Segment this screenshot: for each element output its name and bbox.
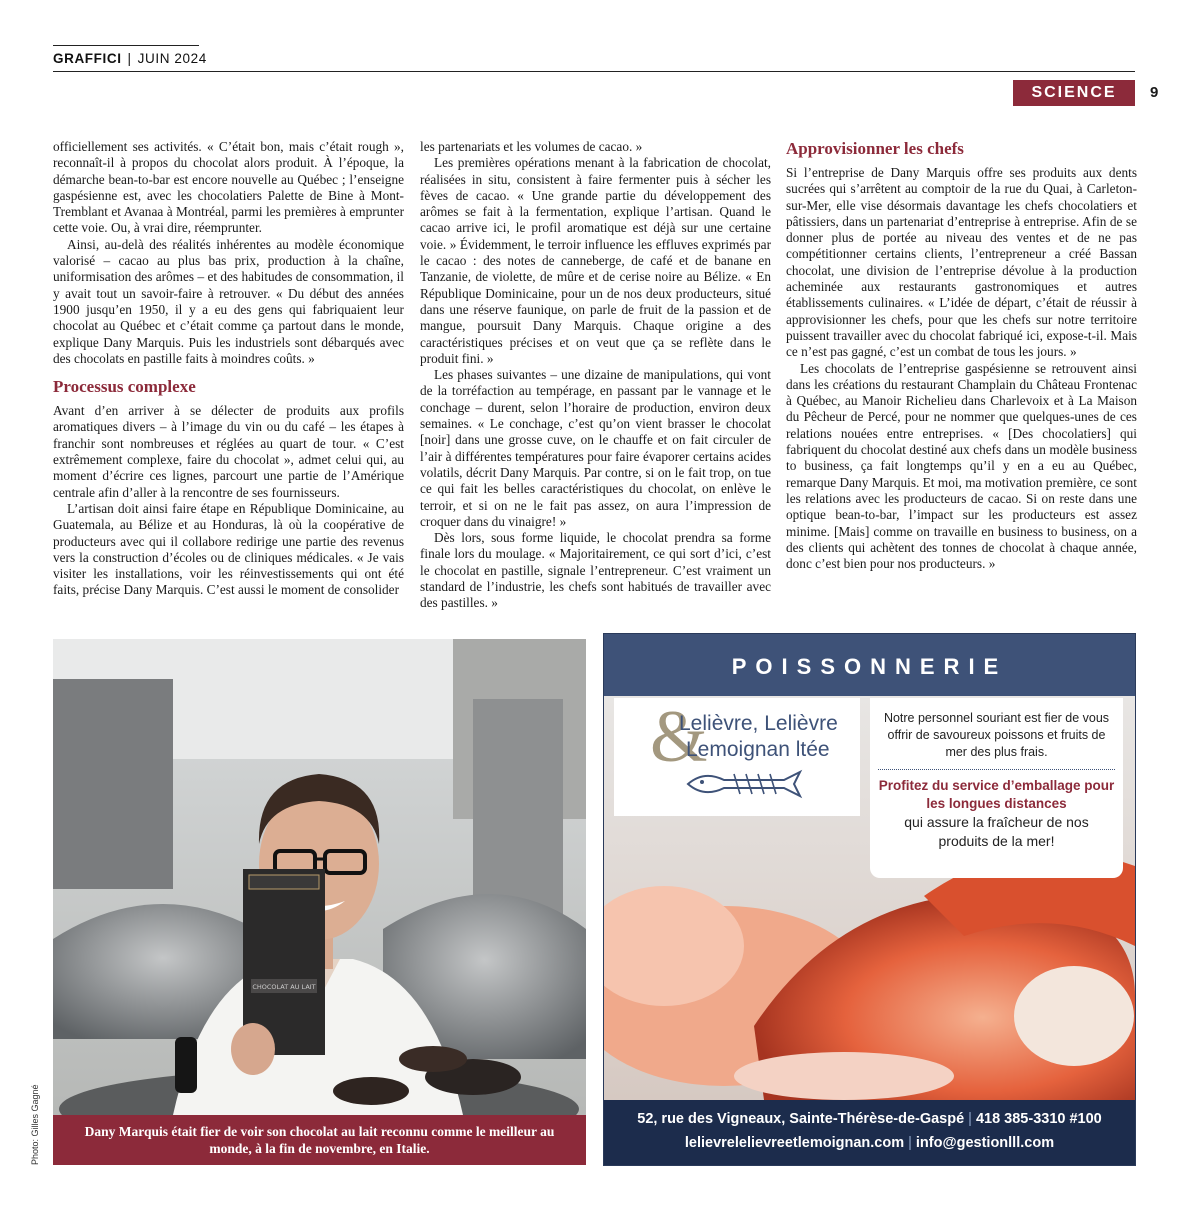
paragraph: Les phases suivantes – une dizaine de manipulations, qui vont de la torréfaction au tempérage, en passant par le vannage et le conchage – durent, selon l’horaire de production, environ deux semaines. « Le conchage, c’est qu’on vient brasser le chocolat [noir] dans une grosse cuve, on le chauffe et on fait circuler de l’air à différentes températures pour faire évaporer certains acides volatils, décrit Dany Marquis. Par contre, si on le fait trop, on tue ce qui fait les belles caractéristiques du chocolat, on enlève le terroir, et si on ne le fait pas assez, on aura l’impression de croquer dans du vinaigre! » xyxy=(420,367,771,529)
masthead-separator: | xyxy=(127,51,132,66)
chocolate-bar-label: CHOCOLAT AU LAIT xyxy=(252,983,316,991)
contact-line-2 xyxy=(604,1135,1135,1151)
address: 52, rue des Vigneaux, Sainte-Thérèse-de-Gaspé xyxy=(637,1111,965,1127)
article-photo xyxy=(53,639,586,1165)
ad-title: POISSONNERIE xyxy=(731,654,1008,679)
logo-ampersand: & xyxy=(650,696,708,778)
phone: 418 385-3310 #100 xyxy=(975,1111,1102,1127)
photo-credit: Photo: Gilles Gagné xyxy=(30,1084,40,1165)
info-highlight: Profitez du service d’emballage pour les longues distances xyxy=(878,778,1115,811)
contact-line-1 xyxy=(604,1111,1135,1127)
header-line xyxy=(53,71,1135,72)
advertisement xyxy=(603,633,1136,1166)
info-divider xyxy=(878,769,1115,770)
header-rule xyxy=(53,45,199,46)
contact-separator: | xyxy=(908,1135,912,1151)
ad-header xyxy=(604,634,1135,696)
publication-name: GRAFFICI xyxy=(53,51,122,66)
article-column-1 xyxy=(53,139,404,599)
paragraph: Les chocolats de l’entreprise gaspésienne se retrouvent ainsi dans les créations du restaurant Champlain du Château Frontenac à Québec, au Manoir Richelieu dans Charlevoix et à La Maison du Pêcheur de Percé, pour ne nommer que quelques-unes de ces relations nouées entre entreprises. « [Des chocolatiers] qui fabriquent du chocolat destiné aux chefs dans un modèle business to business, ça fait longtemps qu’il y en a eu au Québec, remarque Dany Marquis. Et moi, ma motivation première, ce sont les relations avec les producteurs de cacao. Si on reste dans une optique bean-to-bar, l’impact sur les producteurs est assez minime. [Mais] comme on travaille en business to business, on a des clients qui achètent des tonnes de chocolat à chaque année, donc c’est bien pour nos producteurs. » xyxy=(786,360,1137,572)
info-text: Notre personnel souriant est fier de vous offrir de savoureux poissons et fruits de mer des plus frais. xyxy=(883,711,1110,759)
subheading: Processus complexe xyxy=(53,377,196,397)
ad-contact-bar xyxy=(604,1100,1135,1165)
logo-text-line2: Lemoignan ltée xyxy=(686,738,830,761)
info-text-secondary: qui assure la fraîcheur de nos produits de la mer! xyxy=(904,814,1089,849)
article-column-2 xyxy=(420,139,771,612)
subheading: Approvisionner les chefs xyxy=(786,139,964,158)
paragraph: les partenariats et les volumes de cacao. » xyxy=(420,139,643,154)
paragraph: Avant d’en arriver à se délecter de produits aux profils aromatiques divers – à l’image du vin ou du café – les étapes à franchir sont nombreuses et réglées au quart de tour. « C’est extrêmement complexe, faire du chocolat », admet celui qui, au moment d’écrire ces lignes, parcourt une partie de l’Amérique centrale afin d’aller à la rencontre de ses fournisseurs. xyxy=(53,403,404,500)
email-link[interactable]: info@gestionlll.com xyxy=(915,1135,1055,1151)
page-number: 9 xyxy=(1150,84,1159,101)
paragraph: Ainsi, au-delà des réalités inhérentes au modèle économique valorisé – cacao au plus bas prix, production à la chaîne, uniformisation des arômes – et des habitudes de consommation, il y avait tout un savoir-faire à retrouver. « Du début des années 1900 jusqu’en 1950, il y a eu des gens qui fabriquaient leur chocolat au Québec et c’était comme ça partout dans le monde, explique Dany Marquis. Puis les industriels sont débarqués avec des chocolats en pastille faits à moindres coûts. » xyxy=(53,236,404,366)
photo-caption: Dany Marquis était fier de voir son chocolat au lait reconnu comme le meilleur au monde, à la fin de novembre, en Italie. xyxy=(53,1115,586,1165)
contact-separator: | xyxy=(968,1111,972,1127)
paragraph: L’artisan doit ainsi faire étape en République Dominicaine, au Guatemala, au Bélize et au Honduras, là où la coopérative de producteurs avec qui il collabore redirige une partie des revenus vers la construction d’écoles ou de cliniques médicales. « Je vais visiter les installations, voir les réinvestissements qui ont été faits, précise Dany Marquis. C’est aussi le moment de consolider xyxy=(53,500,404,598)
paragraph: Les premières opérations menant à la fabrication de chocolat, réalisées in situ, consistent à faire fermenter puis à sécher les fèves de cacao. « Une grande partie du développement des arômes se fait à la fermentation, explique l’artisan. Quand le cacao arrive ici, le profil aromatique est déjà sur une certaine voie. » Évidemment, le terroir influence les effluves exprimés par le cacao : des notes de canneberge, de café et de banane en Tanzanie, de violette, de mûre et de cerise noire au Bélize. « En République Dominicaine, pour un de nos deux producteurs, situé dans une réserve faunique, on parle de fruit de la passion et de mangue, poursuit Dany Marquis. Chaque origine a des caractéristiques précises et on veut que ça se reflète dans le produit fini. » xyxy=(420,155,771,366)
website-link[interactable]: lelievrelelievreetlemoignan.com xyxy=(684,1135,905,1151)
paragraph: Dès lors, sous forme liquide, le chocolat prendra sa forme finale lors du moulage. « Majoritairement, ce qui sort d’ici, c’est le chocolat en pastille, signale l’entrepreneur. C’est vraiment un standard de l’industrie, les chefs sont habitués de travailler avec des pastilles. » xyxy=(420,530,771,611)
fish-logo-icon xyxy=(684,766,804,802)
logo-text-line1: Lelièvre, Lelièvre xyxy=(679,712,838,735)
photo-illustration xyxy=(53,639,586,1115)
masthead xyxy=(53,51,207,66)
article-column-3 xyxy=(786,139,1137,572)
paragraph: Si l’entreprise de Dany Marquis offre ses produits aux dents sucrées qui s’arrêtent au comptoir de la rue du Quai, à Carleton-sur-Mer, elle vise désormais davantage les chefs chocolatiers et pâtissiers, dans un partenariat d’entreprise à entreprise. Afin de se donner plus de portée au niveau des ventes et de ne pas compétitionner certains clients, l’entrepreneur a créé Bassan chocolat, une division de l’entreprise dévolue à la production acheminée aux restaurants gastronomiques et autres établissements culinaires. « L’idée de départ, c’était de réussir à approvisionner les chefs, pour que les chefs sur notre territoire puissent travailler avec du chocolat fabriqué ici, expose-t-il. Mais ce n’est pas gagné, c’est un combat de tous les jours. » xyxy=(786,165,1137,360)
paragraph: officiellement ses activités. « C’était bon, mais c’était rough », reconnaît-il à propos du chocolat alors produit. À l’époque, la démarche bean-to-bar est encore nouvelle au Québec ; l’enseigne gaspésienne est, avec les chocolatiers Palette de Bine à Mont-Tremblant et Avanaa à Montréal, parmi les premières à emprunter cette voie. Ou, à vrai dire, réemprunter. xyxy=(53,139,404,236)
info-panel xyxy=(870,698,1123,878)
issue-date: JUIN 2024 xyxy=(137,51,207,66)
section-tab: SCIENCE xyxy=(1013,80,1135,106)
logo-panel xyxy=(614,698,860,816)
